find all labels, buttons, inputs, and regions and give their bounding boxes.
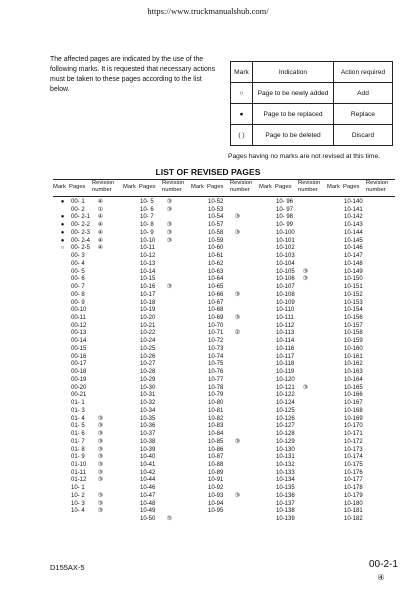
page-number: 10-129 xyxy=(276,438,295,445)
revision-number: ③ xyxy=(166,237,173,244)
page-number: 10-124 xyxy=(276,400,295,407)
header-mark: Mark xyxy=(259,184,272,190)
revision-number: ③ xyxy=(97,454,104,461)
page-number: 10-143 xyxy=(344,222,363,229)
page-number: 10-65 xyxy=(208,284,224,291)
page-number: 10-147 xyxy=(344,253,363,260)
revision-note: Pages having no marks are not revised at this time. xyxy=(228,153,381,160)
revision-number: ③ xyxy=(234,229,241,236)
page-number: 10-179 xyxy=(344,492,363,499)
revision-number: ⑤ xyxy=(166,516,173,523)
revision-number: ③ xyxy=(97,431,104,438)
page-number: 10-46 xyxy=(140,485,156,492)
page-number: 00- 3 xyxy=(71,253,85,260)
page-number: 10-69 xyxy=(208,315,224,322)
page-number: 10-110 xyxy=(276,307,295,314)
header-mark: Mark xyxy=(327,184,340,190)
page-number: 10-130 xyxy=(276,446,295,453)
revision-number: ③ xyxy=(97,446,104,453)
header-revision: Revision number xyxy=(366,180,389,193)
revision-number: ③ xyxy=(302,276,309,283)
page-number: 10-146 xyxy=(344,245,363,252)
revision-number: ③ xyxy=(166,222,173,229)
header-mark: Mark xyxy=(123,184,136,190)
page-number: 10-136 xyxy=(276,492,295,499)
revision-number: ④ xyxy=(97,237,104,244)
page-number: 10- 9 xyxy=(140,229,154,236)
page-number: 10-76 xyxy=(208,369,224,376)
page-number: 10-174 xyxy=(344,454,363,461)
marks-header-indication: Indication xyxy=(253,62,334,83)
page-number: 10-122 xyxy=(276,392,295,399)
page-number: 00-21 xyxy=(71,392,87,399)
header-revision: Revision number xyxy=(162,180,185,193)
header-url: https://www.truckmanualshub.com/ xyxy=(147,6,269,16)
page-number: 10-116 xyxy=(276,345,295,352)
intro-text: The affected pages are indicated by the use of the following marks. It is requested that necessary actions must be taken to these pages according to the list below. xyxy=(50,56,216,93)
page-number: 10-102 xyxy=(276,245,295,252)
page-number: 10-15 xyxy=(140,276,156,283)
page-number: 10-63 xyxy=(208,268,224,275)
page-number: 10-74 xyxy=(208,353,224,360)
page-number: 10-178 xyxy=(344,485,363,492)
page-number: 10-78 xyxy=(208,384,224,391)
page-number: 10-104 xyxy=(276,260,295,267)
page-number: 00- 2 xyxy=(71,206,85,213)
revision-number: ③ xyxy=(234,315,241,322)
page-number: 10-49 xyxy=(140,508,156,515)
header-revision: Revision number xyxy=(230,180,253,193)
page-number: 10-158 xyxy=(344,330,363,337)
page-number: 10-154 xyxy=(344,307,363,314)
page-number: 01- 3 xyxy=(71,407,85,414)
page-number: 00-15 xyxy=(71,345,87,352)
page-number: 10-77 xyxy=(208,376,224,383)
page-number: 10-180 xyxy=(344,500,363,507)
page-number: 10-128 xyxy=(276,431,295,438)
page-number: 10-144 xyxy=(344,229,363,236)
revision-number: ③ xyxy=(166,229,173,236)
page-number: 10- 97 xyxy=(276,206,294,213)
page-number: 10-53 xyxy=(208,206,224,213)
page-number: 10-61 xyxy=(208,253,224,260)
page-number: 10-85 xyxy=(208,438,224,445)
mark-action: Add xyxy=(334,83,393,104)
page-number: 10-94 xyxy=(208,500,224,507)
page-number: 00-20 xyxy=(71,384,87,391)
page-number: 10-83 xyxy=(208,423,224,430)
page-number: 10-32 xyxy=(140,400,156,407)
page-number: 01-12 xyxy=(71,477,87,484)
page-number: 10-71 xyxy=(208,330,224,337)
page-number: 10-47 xyxy=(140,492,156,499)
page-number: 10-119 xyxy=(276,369,295,376)
page-number: 10-37 xyxy=(140,431,156,438)
page-number: 10-59 xyxy=(208,237,224,244)
revision-number: ④ xyxy=(97,222,104,229)
revision-number: ③ xyxy=(166,206,173,213)
page-number: 10-120 xyxy=(276,376,295,383)
page-number: 10-93 xyxy=(208,492,224,499)
header-pages: Pages xyxy=(207,184,224,190)
page-number: 00-12 xyxy=(71,322,87,329)
page-number: 10-164 xyxy=(344,376,363,383)
page-number: 10-12 xyxy=(140,253,156,260)
page-number: 10-62 xyxy=(208,260,224,267)
revision-number: ② xyxy=(234,330,241,337)
marks-header-action: Action required xyxy=(334,62,393,83)
page-number: 10-86 xyxy=(208,446,224,453)
page-number: 10-101 xyxy=(276,237,295,244)
page-number: 10-127 xyxy=(276,423,295,430)
revision-number: ④ xyxy=(97,229,104,236)
page-mark: ● xyxy=(60,199,65,205)
page-number: 10-106 xyxy=(276,276,295,283)
page-number: 01- 7 xyxy=(71,438,85,445)
page-number: 10-133 xyxy=(276,469,295,476)
page-number: 10-72 xyxy=(208,338,224,345)
page-number: 10-111 xyxy=(276,315,294,322)
mark-indication: Page to be replaced xyxy=(253,104,334,125)
footer-page-number: 00-2-1 xyxy=(369,559,398,570)
page-number: 10-39 xyxy=(140,446,156,453)
page-number: 10-100 xyxy=(276,229,295,236)
page-number: 00- 2-5 xyxy=(71,245,91,252)
header-revision: Revision number xyxy=(92,180,115,193)
page-number: 10-20 xyxy=(140,315,156,322)
revision-number: ③ xyxy=(234,214,241,221)
page-number: 10-50 xyxy=(140,516,156,523)
page-number: 01- 4 xyxy=(71,415,85,422)
mark-action: Replace xyxy=(334,104,393,125)
page-number: 10-148 xyxy=(344,260,363,267)
page-number: 10-73 xyxy=(208,345,224,352)
page-number: 10-175 xyxy=(344,461,363,468)
page-number: 10-52 xyxy=(208,199,224,205)
page-number: 10-67 xyxy=(208,299,224,306)
page-number: 10-109 xyxy=(276,299,295,306)
footer-model: D155AX-5 xyxy=(50,563,85,572)
page-number: 10-19 xyxy=(140,307,156,314)
page-number: 10-60 xyxy=(208,245,224,252)
page-number: 00-13 xyxy=(71,330,87,337)
page-number: 00- 7 xyxy=(71,284,85,291)
page-number: 10-91 xyxy=(208,477,224,484)
page-number: 10- 3 xyxy=(71,500,85,507)
page-number: 01- 8 xyxy=(71,446,85,453)
page-number: 00-16 xyxy=(71,353,87,360)
page-number: 10- 6 xyxy=(140,206,154,213)
page-number: 10-113 xyxy=(276,330,295,337)
page-number: 00-10 xyxy=(71,307,87,314)
page-number: 10-42 xyxy=(140,469,156,476)
page-number: 10-27 xyxy=(140,361,156,368)
header-pages: Pages xyxy=(139,184,156,190)
page-number: 00- 2-3 xyxy=(71,229,91,236)
page-number: 10-35 xyxy=(140,415,156,422)
page-number: 10-117 xyxy=(276,353,295,360)
page-number: 10-80 xyxy=(208,400,224,407)
page-number: 10-142 xyxy=(344,214,363,221)
page-number: 10-112 xyxy=(276,322,295,329)
page-number: 10-18 xyxy=(140,299,156,306)
marks-table-row xyxy=(231,83,393,104)
revision-number: ③ xyxy=(234,291,241,298)
page-mark: ● xyxy=(60,229,65,236)
revision-number: ③ xyxy=(97,508,104,515)
header-revision: Revision number xyxy=(298,180,321,193)
page-number: 10-31 xyxy=(140,392,156,399)
marks-header-mark: Mark xyxy=(231,62,253,83)
page-number: 10-162 xyxy=(344,361,363,368)
revision-number: ③ xyxy=(97,492,104,499)
page-number: 10-95 xyxy=(208,508,224,515)
page-number: 10-88 xyxy=(208,461,224,468)
page-number: 10-64 xyxy=(208,276,224,283)
page-number: 10-140 xyxy=(344,199,363,205)
header-mark: Mark xyxy=(191,184,204,190)
page-number: 00- 6 xyxy=(71,276,85,283)
page-number: 10-150 xyxy=(344,276,363,283)
page-mark: ● xyxy=(60,237,65,244)
page-number: 10- 5 xyxy=(140,199,154,205)
revision-number: ④ xyxy=(97,214,104,221)
page-number: 10- 8 xyxy=(140,222,154,229)
header-mark: Mark xyxy=(53,184,66,190)
page-number: 00- 1 xyxy=(71,199,85,205)
page-number: 10-30 xyxy=(140,384,156,391)
revision-number: ③ xyxy=(234,492,241,499)
mark-indication: Page to be newly added xyxy=(253,83,334,104)
page-number: 10-165 xyxy=(344,384,363,391)
page-number: 10-44 xyxy=(140,477,156,484)
mark-symbol: ○ xyxy=(231,83,253,104)
revision-number: ③ xyxy=(97,415,104,422)
page-number: 10-152 xyxy=(344,291,363,298)
page-number: 10-182 xyxy=(344,516,363,523)
page-number: 10-169 xyxy=(344,415,363,422)
page-number: 10-108 xyxy=(276,291,295,298)
page-number: 10-139 xyxy=(276,516,295,523)
page-number: 01- 5 xyxy=(71,423,85,430)
page-number: 00-18 xyxy=(71,369,87,376)
page-number: 01-11 xyxy=(71,469,86,476)
page-number: 10-70 xyxy=(208,322,224,329)
list-title: LIST OF REVISED PAGES xyxy=(155,167,261,177)
page-number: 10-105 xyxy=(276,268,295,275)
header-pages: Pages xyxy=(69,184,86,190)
mark-action: Discard xyxy=(334,125,393,146)
page-number: 10-84 xyxy=(208,431,224,438)
page-number: 10-159 xyxy=(344,338,363,345)
page-number: 10- 98 xyxy=(276,214,294,221)
page-number: 10-135 xyxy=(276,485,295,492)
page-number: 01- 9 xyxy=(71,454,85,461)
page-number: 10-134 xyxy=(276,477,295,484)
page-number: 10-131 xyxy=(276,454,295,461)
page-number: 10-138 xyxy=(276,508,295,515)
marks-table-header xyxy=(231,62,393,83)
page-number: 10-28 xyxy=(140,369,156,376)
page-number: 10-17 xyxy=(140,291,156,298)
page-number: 01- 1 xyxy=(71,400,85,407)
page-number: 01- 6 xyxy=(71,431,85,438)
page-number: 10-54 xyxy=(208,214,224,221)
page-number: 00- 2-2 xyxy=(71,222,91,229)
page-number: 10-114 xyxy=(276,338,295,345)
page-number: 10-107 xyxy=(276,284,295,291)
revision-number: ① xyxy=(97,206,104,213)
page-mark: ● xyxy=(60,222,65,229)
page-number: 10-153 xyxy=(344,299,363,306)
revision-number: ③ xyxy=(234,438,241,445)
page-number: 10-151 xyxy=(344,284,363,291)
page-number: 10- 4 xyxy=(71,508,85,515)
page-number: 00- 5 xyxy=(71,268,85,275)
page-number: 10-24 xyxy=(140,338,156,345)
page-number: 00- 9 xyxy=(71,299,85,306)
page-number: 10-58 xyxy=(208,229,224,236)
revision-number: ④ xyxy=(97,199,104,205)
page-number: 10-168 xyxy=(344,407,363,414)
page-number: 10-171 xyxy=(344,431,363,438)
revision-number: ③ xyxy=(166,284,173,291)
page-number: 10-25 xyxy=(140,345,156,352)
page-number: 10-13 xyxy=(140,260,156,267)
page-number: 10-121 xyxy=(276,384,295,391)
list-column-header xyxy=(53,179,395,197)
page-mark: ○ xyxy=(60,245,65,252)
page-number: 00- 8 xyxy=(71,291,85,298)
page-number: 10-157 xyxy=(344,322,363,329)
page-number: 10-141 xyxy=(344,206,363,213)
page-mark: ● xyxy=(60,214,65,221)
page-number: 10-87 xyxy=(208,454,224,461)
page-number: 10- 2 xyxy=(71,492,85,499)
revision-number: ③ xyxy=(166,199,173,205)
page-number: 10-66 xyxy=(208,291,224,298)
mark-symbol: ( ) xyxy=(231,125,253,146)
page-number: 00-19 xyxy=(71,376,87,383)
revision-number: ③ xyxy=(97,477,104,484)
page-number: 10-38 xyxy=(140,438,156,445)
page-number: 10-10 xyxy=(140,237,156,244)
page-number: 10-125 xyxy=(276,407,295,414)
page-number: 01-10 xyxy=(71,461,87,468)
page-number: 10-57 xyxy=(208,222,224,229)
page-number: 10-160 xyxy=(344,345,363,352)
page-number: 10-79 xyxy=(208,392,224,399)
revision-number: ④ xyxy=(97,245,104,252)
page-number: 10-81 xyxy=(208,407,224,414)
page-number: 10- 99 xyxy=(276,222,294,229)
footer-revision: ④ xyxy=(377,573,385,582)
page-number: 10-11 xyxy=(140,245,155,252)
page-number: 00-17 xyxy=(71,361,87,368)
revision-number: ③ xyxy=(302,384,309,391)
page-number: 10-149 xyxy=(344,268,363,275)
page-number: 10-156 xyxy=(344,315,363,322)
page-number: 10-103 xyxy=(276,253,295,260)
page-number: 10-145 xyxy=(344,237,363,244)
page-number: 10-29 xyxy=(140,376,156,383)
page-number: 00-11 xyxy=(71,315,86,322)
page-number: 10-126 xyxy=(276,415,295,422)
page-number: 10- 7 xyxy=(140,214,154,221)
header-pages: Pages xyxy=(275,184,292,190)
page-number: 00- 2-1 xyxy=(71,214,91,221)
page-number: 10-82 xyxy=(208,415,224,422)
revision-number: ③ xyxy=(97,423,104,430)
page-number: 10-176 xyxy=(344,469,363,476)
page-number: 00-14 xyxy=(71,338,87,345)
page-number: 10-132 xyxy=(276,461,295,468)
revision-number: ③ xyxy=(97,461,104,468)
revision-number: ③ xyxy=(97,469,104,476)
page-number: 10-75 xyxy=(208,361,224,368)
mark-indication: Page to be deleted xyxy=(253,125,334,146)
page-number: 10-16 xyxy=(140,284,156,291)
page-number: 10-34 xyxy=(140,407,156,414)
page-number: 10-170 xyxy=(344,423,363,430)
page-number: 10-172 xyxy=(344,438,363,445)
page-number: 10- 96 xyxy=(276,199,294,205)
page-number: 10-40 xyxy=(140,454,156,461)
mark-symbol: ● xyxy=(231,104,253,125)
marks-table xyxy=(230,61,393,146)
marks-table-row xyxy=(231,104,393,125)
page-number: 10- 1 xyxy=(71,485,85,492)
marks-table-row xyxy=(231,125,393,146)
page-number: 10-41 xyxy=(140,461,156,468)
page-number: 10-36 xyxy=(140,423,156,430)
page-number: 10-89 xyxy=(208,469,224,476)
page-number: 10-166 xyxy=(344,392,363,399)
revision-number: ③ xyxy=(97,500,104,507)
page-number: 10-22 xyxy=(140,330,156,337)
page-number: 10-161 xyxy=(344,353,363,360)
page-number: 10-14 xyxy=(140,268,156,275)
revision-number: ③ xyxy=(97,438,104,445)
page-number: 10-68 xyxy=(208,307,224,314)
page-number: 10-118 xyxy=(276,361,295,368)
page-number: 10-21 xyxy=(140,322,156,329)
page-number: 10-92 xyxy=(208,485,224,492)
page-number: 10-163 xyxy=(344,369,363,376)
page-number: 10-177 xyxy=(344,477,363,484)
page-number: 10-137 xyxy=(276,500,295,507)
page-number: 10-167 xyxy=(344,400,363,407)
page-number: 10-26 xyxy=(140,353,156,360)
header-pages: Pages xyxy=(343,184,360,190)
page-number: 00- 4 xyxy=(71,260,85,267)
page-number: 10-173 xyxy=(344,446,363,453)
revision-number: ③ xyxy=(302,268,309,275)
page-number: 10-48 xyxy=(140,500,156,507)
page-number: 00- 2-4 xyxy=(71,237,91,244)
page-number: 10-181 xyxy=(344,508,363,515)
